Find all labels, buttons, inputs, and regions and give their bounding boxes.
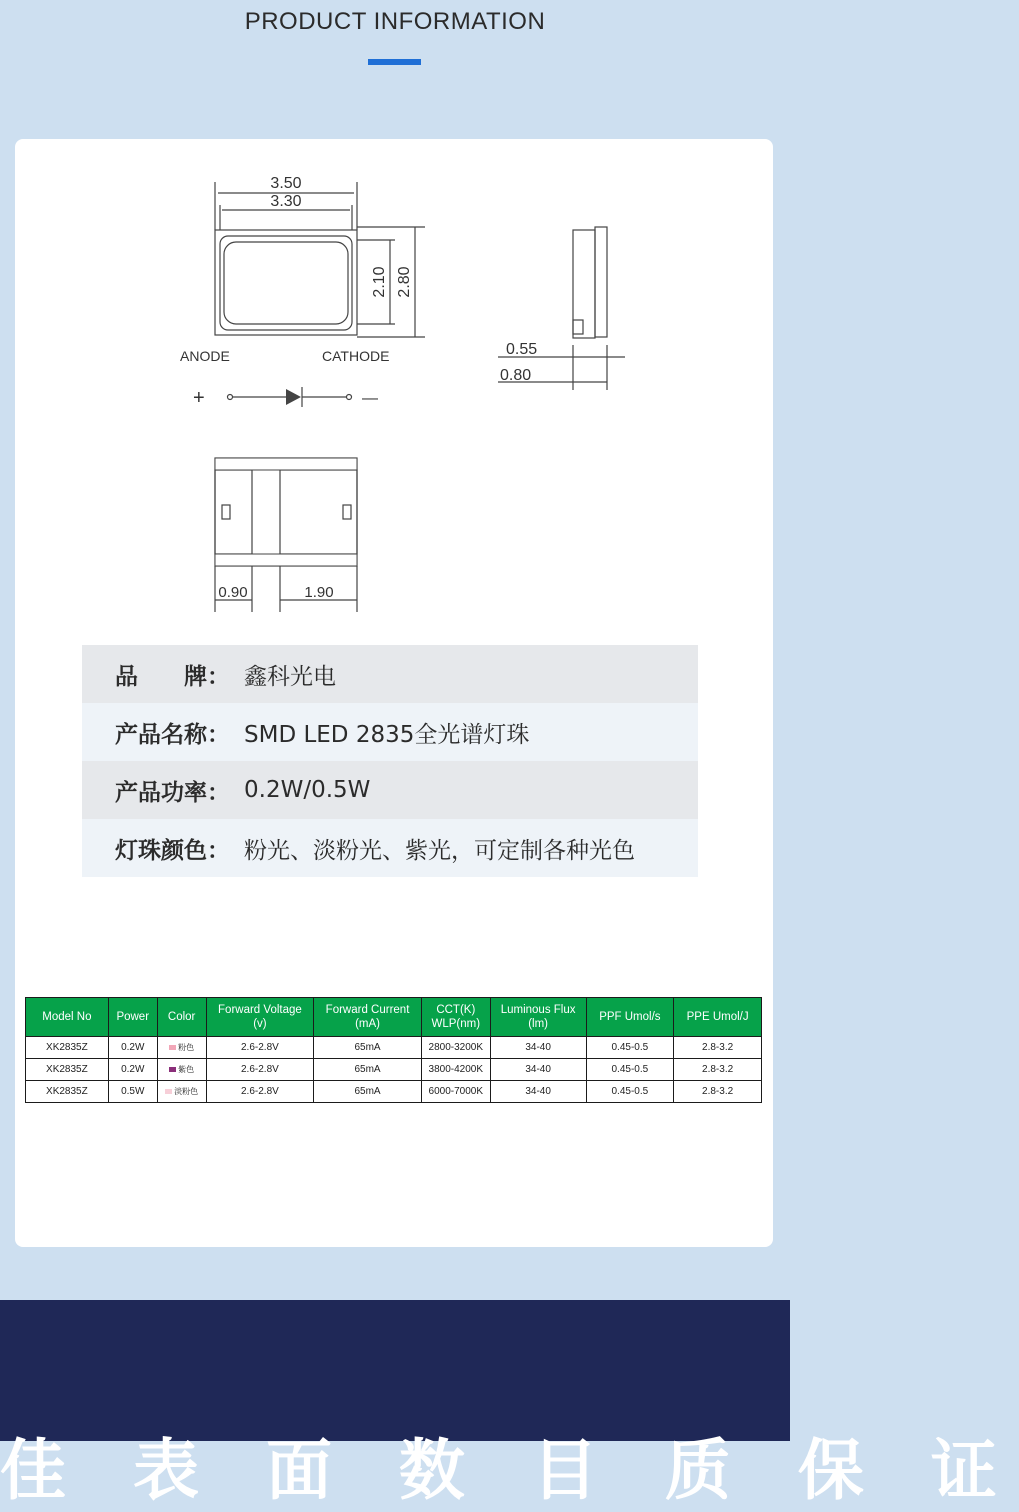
cell-cct: 6000-7000K [421, 1081, 490, 1103]
info-row-power [82, 761, 698, 819]
symbol-plus: + [193, 387, 205, 409]
color-name: 粉色 [178, 1042, 195, 1052]
cell-voltage: 2.6-2.8V [206, 1037, 314, 1059]
col-header: PPF Umol/s [586, 998, 674, 1037]
info-value: 鑫科光电 [244, 663, 336, 690]
color-swatch [169, 1045, 176, 1050]
col-header: Color [157, 998, 206, 1037]
dim-pad-right: 1.90 [304, 584, 334, 601]
cell-voltage: 2.6-2.8V [206, 1081, 314, 1103]
header-accent-bar [368, 59, 421, 65]
dim-side-inner: 2.10 [371, 266, 388, 298]
cell-ppe: 2.8-3.2 [674, 1059, 762, 1081]
cell-voltage: 2.6-2.8V [206, 1059, 314, 1081]
cell-model: XK2835Z [26, 1037, 109, 1059]
footer-slogan: 佳 表 面 数 目 质 保 证 [0, 1432, 1019, 1509]
table-row [26, 1081, 762, 1103]
dim-pad-left: 0.90 [218, 584, 248, 601]
cell-color [157, 1037, 206, 1059]
info-value: 粉光、淡粉光、紫光，可定制各种光色 [244, 837, 635, 864]
info-row-brand [82, 645, 698, 703]
info-label-part: 品 [115, 663, 138, 690]
cell-ppf: 0.45-0.5 [586, 1059, 674, 1081]
info-value: 0.2W/0.5W [244, 777, 371, 803]
info-label: 灯珠颜色： [115, 837, 230, 864]
label-anode: ANODE [180, 348, 230, 364]
table-row [26, 1037, 762, 1059]
info-label: 产品功率： [115, 779, 230, 806]
dim-top-outer: 3.50 [270, 175, 302, 192]
cell-ppf: 0.45-0.5 [586, 1037, 674, 1059]
cell-model: XK2835Z [26, 1081, 109, 1103]
cell-current: 65mA [314, 1037, 422, 1059]
col-header: Power [108, 998, 157, 1037]
table-row [26, 1059, 762, 1081]
col-header: CCT(K) WLP(nm) [421, 998, 490, 1037]
cell-power: 0.2W [108, 1059, 157, 1081]
symbol-minus: — [362, 390, 378, 407]
dim-thickness-a: 0.55 [506, 341, 538, 358]
info-label-part: 牌： [184, 663, 230, 690]
dim-thickness-b: 0.80 [500, 367, 532, 384]
cell-model: XK2835Z [26, 1059, 109, 1081]
spec-table-header-row [26, 998, 762, 1037]
cell-flux: 34-40 [490, 1059, 586, 1081]
info-row-product-name [82, 703, 698, 761]
spec-table [25, 997, 762, 1103]
info-row-color [82, 819, 698, 877]
color-swatch [165, 1089, 172, 1094]
cell-color [157, 1059, 206, 1081]
cell-color [157, 1081, 206, 1103]
cell-power: 0.5W [108, 1081, 157, 1103]
footer-banner [0, 1300, 1019, 1509]
header-title: PRODUCT INFORMATION [244, 8, 546, 35]
col-header: PPE Umol/J [674, 998, 762, 1037]
dim-top-inner: 3.30 [270, 193, 302, 210]
cell-ppe: 2.8-3.2 [674, 1037, 762, 1059]
col-header: Forward Current (mA) [314, 998, 422, 1037]
col-header: Forward Voltage (v) [206, 998, 314, 1037]
cell-power: 0.2W [108, 1037, 157, 1059]
cell-cct: 3800-4200K [421, 1059, 490, 1081]
info-label: 产品名称： [115, 721, 230, 748]
cell-current: 65mA [314, 1059, 422, 1081]
cell-ppe: 2.8-3.2 [674, 1081, 762, 1103]
color-swatch [169, 1067, 176, 1072]
info-label [82, 658, 244, 691]
cell-flux: 34-40 [490, 1037, 586, 1059]
color-name: 淡粉色 [174, 1086, 199, 1096]
cell-cct: 2800-3200K [421, 1037, 490, 1059]
dim-side-outer: 2.80 [396, 266, 413, 298]
cell-flux: 34-40 [490, 1081, 586, 1103]
col-header: Model No [26, 998, 109, 1037]
product-info-list [82, 645, 698, 877]
label-cathode: CATHODE [322, 348, 390, 364]
cell-ppf: 0.45-0.5 [586, 1081, 674, 1103]
color-name: 紫色 [178, 1064, 195, 1074]
cell-current: 65mA [314, 1081, 422, 1103]
info-value: SMD LED 2835全光谱灯珠 [244, 721, 530, 748]
led-dimension-diagram [160, 160, 660, 620]
col-header: Luminous Flux (lm) [490, 998, 586, 1037]
